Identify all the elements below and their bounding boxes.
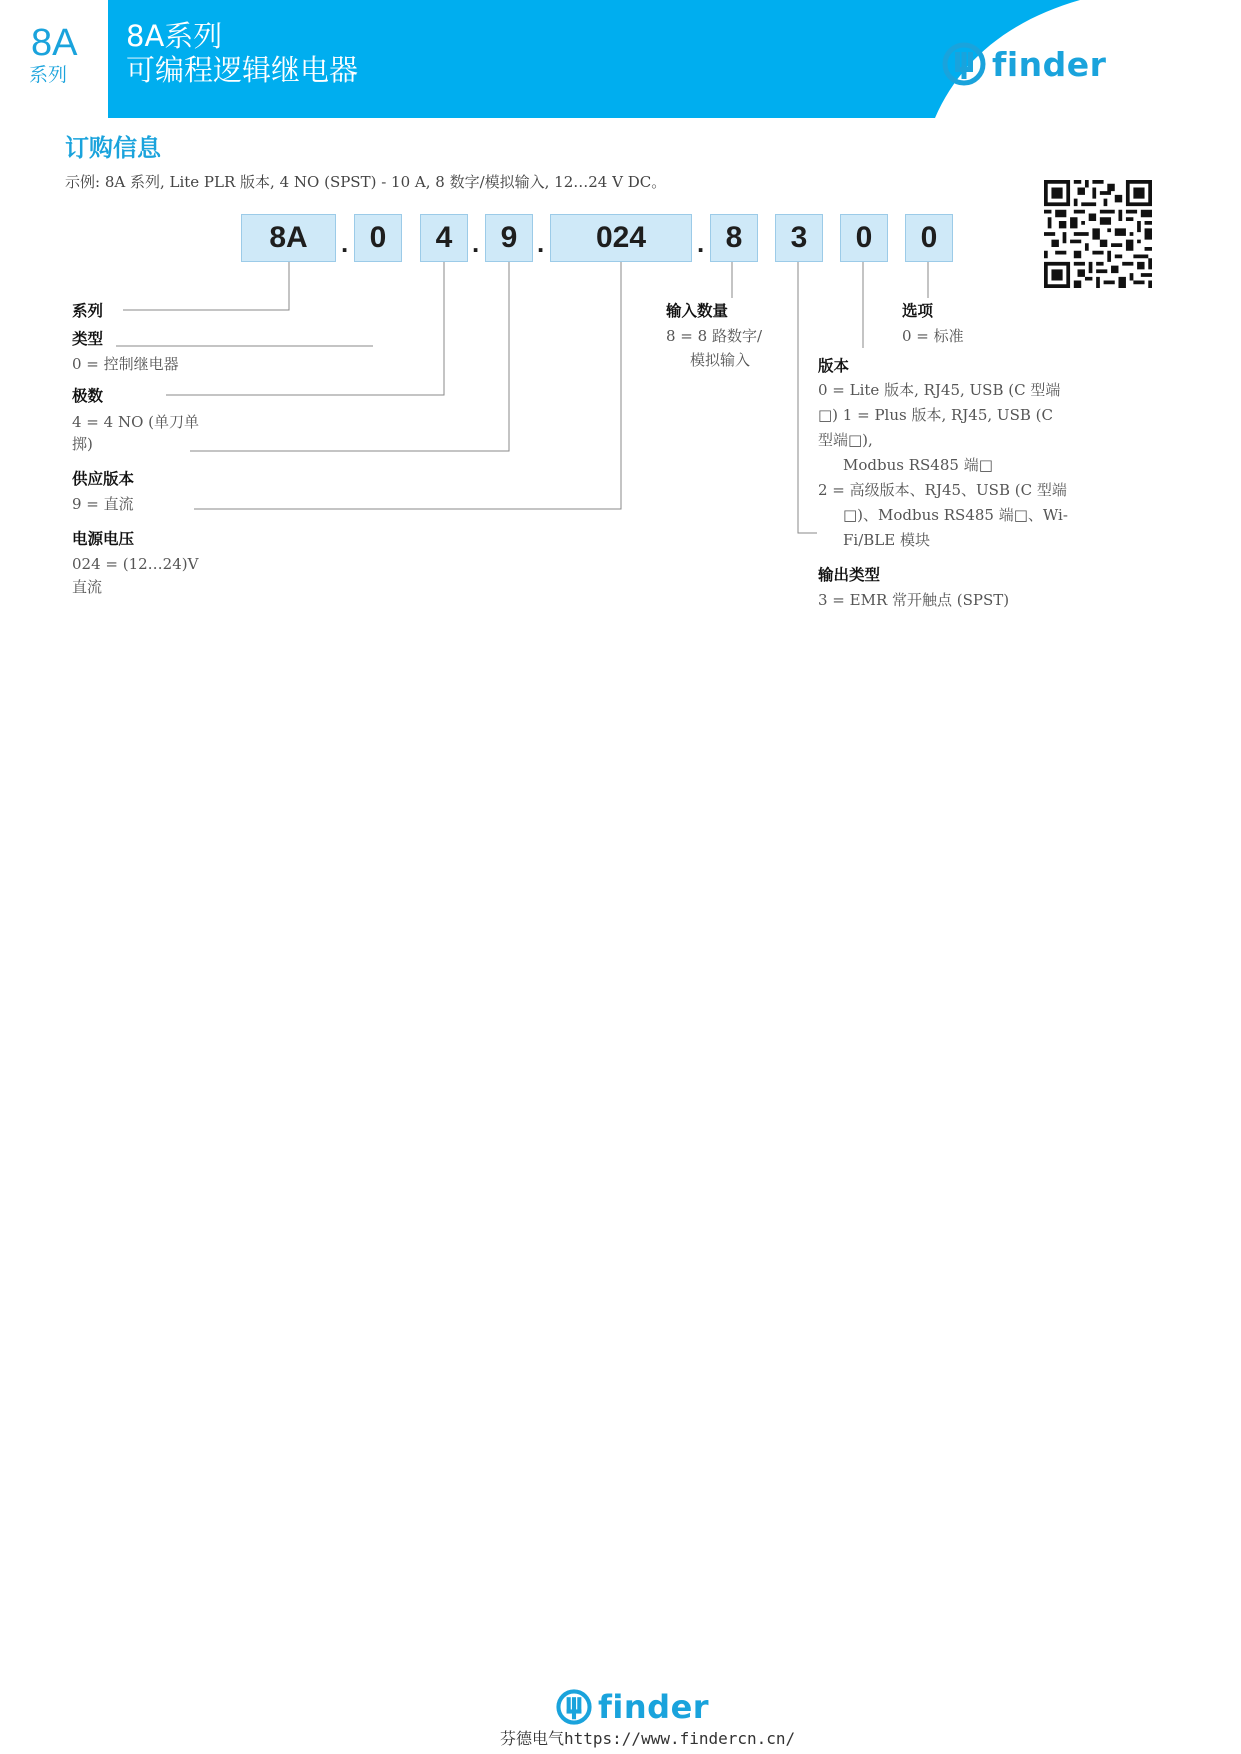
desc-version-line7: Fi/BLE 模块 [843,531,930,549]
qr-code-icon [1044,180,1152,288]
label-supply: 供应版本 [72,470,135,488]
desc-version-line2: □) 1 = Plus 版本, RJ45, USB (C [818,406,1053,424]
page-title-series: 8A系列 [126,19,223,53]
desc-type: 0 = 控制继电器 [72,355,179,373]
code-separator: . [537,228,545,258]
desc-voltage-line2: 直流 [72,578,103,596]
series-number: 8A [31,22,78,64]
code-separator: . [697,228,705,258]
code-segment-supply: 9 [485,214,533,262]
desc-supply: 9 = 直流 [72,495,134,513]
label-series: 系列 [72,302,104,320]
desc-options: 0 = 标准 [902,327,964,345]
desc-inputs-line2: 模拟输入 [690,351,751,369]
series-label: 系列 [29,64,68,86]
desc-version-line1: 0 = Lite 版本, RJ45, USB (C 型端 [818,381,1061,399]
code-segment-poles: 4 [420,214,468,262]
code-segment-voltage: 024 [550,214,692,262]
code-segment-type: 0 [354,214,402,262]
finder-logo-top [942,42,1106,86]
code-separator: . [341,228,349,258]
desc-inputs-line1: 8 = 8 路数字/ [666,327,763,345]
label-type: 类型 [72,330,104,348]
finder-logo-icon [942,42,986,86]
code-segment-output: 3 [775,214,823,262]
desc-version-line3: 型端□), [818,431,873,449]
code-segment-inputs: 8 [710,214,758,262]
finder-logo-text: finder [598,1688,710,1726]
desc-version-line4: Modbus RS485 端□ [843,456,993,474]
label-voltage: 电源电压 [72,530,135,548]
code-segment-version: 0 [840,214,888,262]
section-title: 订购信息 [65,134,161,162]
desc-voltage-line1: 024 = (12…24)V [72,555,199,573]
footer-url-link[interactable]: 芬德电气https://www.findercn.cn/ [500,1729,796,1748]
label-inputs: 输入数量 [666,302,729,320]
desc-poles-line1: 4 = 4 NO (单刀单 [72,413,200,431]
finder-logo-icon [556,1689,592,1725]
code-separator: . [472,228,480,258]
label-poles: 极数 [72,387,104,405]
desc-version-line5: 2 = 高级版本、RJ45、USB (C 型端 [818,481,1067,499]
finder-logo-text: finder [992,44,1107,84]
desc-version-line6: □)、Modbus RS485 端□、Wi- [843,506,1068,524]
desc-poles-line2: 掷) [72,435,93,453]
label-version: 版本 [818,357,850,375]
page-title-product: 可编程逻辑继电器 [126,53,359,87]
order-example: 示例: 8A 系列, Lite PLR 版本, 4 NO (SPST) - 10 A, 8 数字/模拟输入, 12…24 V DC。 [65,173,667,191]
label-output: 输出类型 [818,566,881,584]
desc-output: 3 = EMR 常开触点 (SPST) [818,591,1010,609]
finder-logo-bottom [556,1688,709,1726]
code-segment-options: 0 [905,214,953,262]
label-options: 选项 [902,302,934,320]
code-segment-series: 8A [241,214,336,262]
